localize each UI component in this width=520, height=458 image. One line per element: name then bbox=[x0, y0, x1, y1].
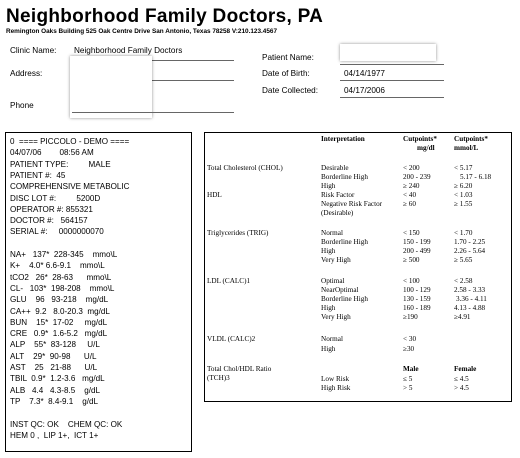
interpretation-header: Interpretation bbox=[321, 135, 365, 143]
trig-r2-interp: High bbox=[321, 247, 336, 255]
trig-r3-interp: Very High bbox=[321, 256, 351, 264]
trig-r1-mg: 150 - 199 bbox=[403, 238, 431, 246]
printout-line: PATIENT #: 45 bbox=[10, 170, 66, 180]
printout-line: ALP 55* 83-128 U/L bbox=[10, 340, 100, 350]
piccolo-printout bbox=[5, 132, 192, 452]
printout-line: NA+ 137* 228-345 mmo\L bbox=[10, 250, 118, 259]
printout-line: SERIAL #: 0000000070 bbox=[10, 227, 104, 237]
phone-line bbox=[72, 112, 234, 113]
vldl-r1-interp: High bbox=[321, 345, 336, 353]
trig-r2-mg: 200 - 499 bbox=[403, 247, 431, 255]
collected-label: Date Collected: bbox=[262, 86, 318, 95]
printout-line: OPERATOR #: 855321 bbox=[10, 204, 93, 214]
practice-address: Remington Oaks Building 525 Oak Centre Drive San Antonio, Texas 78258 V:210.123.4567 bbox=[6, 28, 277, 35]
ldl-r0-mmol: < 2.58 bbox=[454, 277, 473, 285]
vldl-r0-interp: Normal bbox=[321, 335, 343, 343]
vldl-r0-mg: < 30 bbox=[403, 335, 417, 343]
trig-r2-mmol: 2.26 - 5.64 bbox=[454, 247, 486, 255]
printout-line: tCO2 26* 28-63 mmo\L bbox=[10, 272, 112, 282]
ldl-r2-mmol: 3.36 - 4.11 bbox=[456, 295, 487, 303]
hdl-name: HDL bbox=[207, 191, 222, 199]
hdl-r1-mmol: ≥ 1.55 bbox=[454, 200, 473, 208]
hdl-note: (Desirable) bbox=[321, 209, 354, 217]
reference-table bbox=[204, 132, 512, 402]
ldl-r1-mmol: 2.58 - 3.33 bbox=[454, 286, 486, 294]
ratio-name: Total Chol/HDL Ratio bbox=[207, 365, 272, 373]
trig-r0-mmol: < 1.70 bbox=[454, 229, 473, 237]
phone-label: Phone bbox=[10, 101, 34, 110]
ratio-r1-female: > 4.5 bbox=[454, 384, 469, 392]
printout-line: CA++ 9.2 8.0-20.3 mg/dL bbox=[10, 306, 110, 316]
printout-line: ALT 29* 90-98 U/L bbox=[10, 351, 97, 361]
trig-r1-mmol: 1.70 - 2.25 bbox=[454, 238, 486, 246]
printout-line: BUN 15* 17-02 mg/dL bbox=[10, 317, 108, 327]
ratio-female-header: Female bbox=[454, 365, 477, 373]
printout-line: AST 25 21-88 U/L bbox=[10, 363, 98, 372]
ratio-r0-female: ≤ 4.5 bbox=[454, 375, 469, 383]
vldl-name: VLDL (CALC)2 bbox=[207, 335, 256, 343]
practice-title: Neighborhood Family Doctors, PA bbox=[6, 6, 324, 27]
chol-r2-mg: ≥ 240 bbox=[403, 182, 420, 190]
chol-r0-mg: < 200 bbox=[403, 164, 420, 172]
printout-line: INST QC: OK CHEM QC: OK bbox=[10, 419, 123, 429]
chol-r1-mmol: 5.17 - 6.18 bbox=[460, 173, 492, 181]
ratio-r1-interp: High Risk bbox=[321, 384, 351, 392]
trig-r1-interp: Borderline High bbox=[321, 238, 368, 246]
printout-line: ALB 4.4 4.3-8.5 g/dL bbox=[10, 385, 100, 395]
ratio-male-header: Male bbox=[403, 365, 419, 373]
ldl-name: LDL (CALC)1 bbox=[207, 277, 251, 285]
chol-name: Total Cholesterol (CHOL) bbox=[207, 164, 283, 172]
printout-line: 04/07/06 08:56 AM bbox=[10, 148, 94, 158]
printout-line: COMPREHENSIVE METABOLIC bbox=[10, 182, 130, 192]
chol-r1-interp: Borderline High bbox=[321, 173, 368, 181]
patient-name-label: Patient Name: bbox=[262, 53, 314, 62]
trig-r3-mmol: ≥ 5.65 bbox=[454, 256, 473, 264]
printout-line: GLU 96 93-218 mg/dL bbox=[10, 295, 109, 305]
ldl-r4-interp: Very High bbox=[321, 313, 351, 321]
clinic-name-value: Neighborhood Family Doctors bbox=[74, 46, 183, 55]
trig-r3-mg: ≥ 500 bbox=[403, 256, 420, 264]
patient-name-line bbox=[340, 64, 444, 65]
ldl-r4-mg: ≥190 bbox=[403, 313, 418, 321]
ldl-r0-interp: Optimal bbox=[321, 277, 345, 285]
ldl-r3-mmol: 4.13 - 4.88 bbox=[454, 304, 486, 312]
ldl-r1-mg: 100 - 129 bbox=[403, 286, 431, 294]
address-label: Address: bbox=[10, 69, 43, 78]
ldl-r0-mg: < 100 bbox=[403, 277, 420, 285]
cutpoint-mg-header: Cutpoints* bbox=[403, 135, 437, 143]
printout-line: K+ 4.0* 6.6-9.1 mmo\L bbox=[10, 261, 105, 271]
collected-value: 04/17/2006 bbox=[344, 86, 385, 95]
clinic-name-label: Clinic Name: bbox=[10, 46, 57, 55]
vldl-r1-mg: ≥30 bbox=[403, 345, 415, 353]
printout-line: TP 7.3* 8.4-9.1 g/dL bbox=[10, 396, 99, 406]
hdl-r1-interp: Negative Risk Factor bbox=[321, 200, 383, 208]
patient-name-redaction bbox=[340, 44, 436, 61]
ldl-r2-mg: 130 - 159 bbox=[403, 295, 431, 303]
ldl-r4-mmol: ≥4.91 bbox=[454, 313, 471, 321]
chol-r0-interp: Desirable bbox=[321, 164, 349, 172]
chol-r1-mg: 200 - 239 bbox=[403, 173, 431, 181]
trig-r0-mg: < 150 bbox=[403, 229, 420, 237]
ldl-r3-interp: High bbox=[321, 304, 336, 312]
printout-line: CL- 103* 198-208 mmo\L bbox=[10, 283, 115, 293]
ratio-r0-male: ≤ 5 bbox=[403, 375, 413, 383]
printout-line: 0 ==== PICCOLO - DEMO ==== bbox=[10, 137, 130, 146]
hdl-r0-mg: < 40 bbox=[403, 191, 417, 199]
trig-r0-interp: Normal bbox=[321, 229, 343, 237]
printout-line: CRE 0.9* 1.6-5.2 mg/dL bbox=[10, 329, 108, 339]
printout-line: DOCTOR #: 564157 bbox=[10, 216, 88, 226]
chol-r0-mmol: < 5.17 bbox=[454, 164, 473, 172]
ldl-r2-interp: Borderline High bbox=[321, 295, 368, 303]
dob-label: Date of Birth: bbox=[262, 69, 310, 78]
ldl-r1-interp: NearOptimal bbox=[321, 286, 359, 294]
collected-line bbox=[340, 97, 444, 98]
printout-line: HEM 0 , LIP 1+, ICT 1+ bbox=[10, 430, 99, 440]
cutpoint-mmol-unit: mmol/L bbox=[454, 144, 479, 152]
trig-name: Triglycerides (TRIG) bbox=[207, 229, 269, 237]
hdl-r1-mg: ≥ 60 bbox=[403, 200, 416, 208]
chol-r2-interp: High bbox=[321, 182, 336, 190]
ratio-r1-male: > 5 bbox=[403, 384, 413, 392]
address-redaction bbox=[70, 56, 152, 118]
hdl-r0-interp: Risk Factor bbox=[321, 191, 355, 199]
chol-r2-mmol: ≥ 6.20 bbox=[454, 182, 473, 190]
hdl-r0-mmol: < 1.03 bbox=[454, 191, 473, 199]
ratio-name-abbrev: (TCH)3 bbox=[207, 374, 230, 382]
dob-line bbox=[340, 80, 444, 81]
ratio-r0-interp: Low Risk bbox=[321, 375, 350, 383]
ldl-r3-mg: 160 - 189 bbox=[403, 304, 431, 312]
cutpoint-mmol-header: Cutpoints* bbox=[454, 135, 488, 143]
printout-line: DISC LOT #: 5200D bbox=[10, 193, 101, 203]
cutpoint-mg-unit: mg/dl bbox=[417, 144, 435, 152]
printout-line: TBIL 0.9* 1.2-3.6 mg/dL bbox=[10, 374, 105, 384]
dob-value: 04/14/1977 bbox=[344, 69, 385, 78]
printout-line: PATIENT TYPE: MALE bbox=[10, 159, 111, 169]
